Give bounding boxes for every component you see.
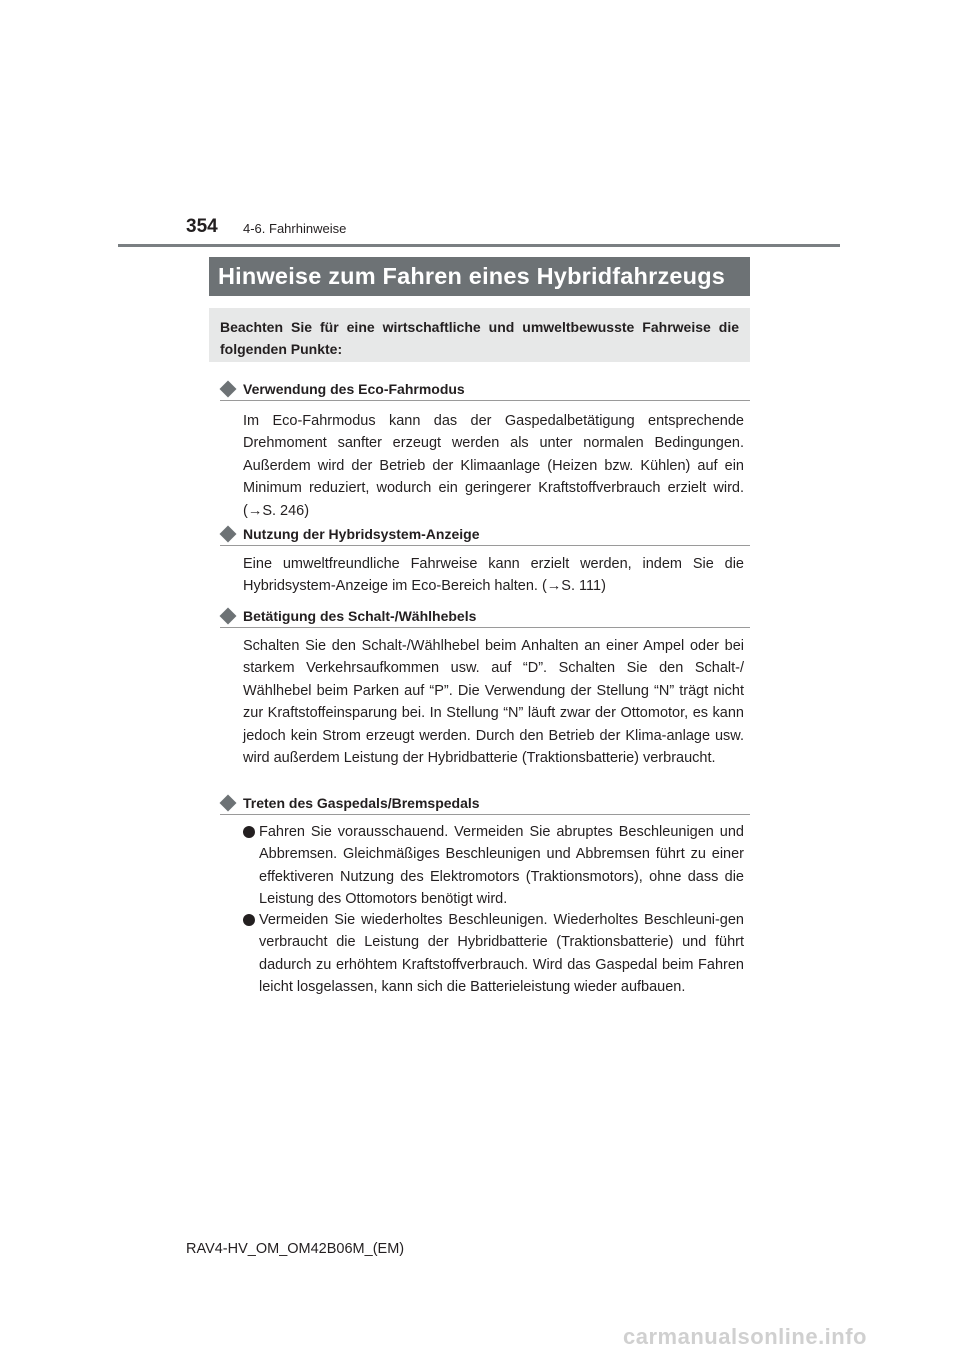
paragraph-eco-mode: Im Eco-Fahrmodus kann das der Gaspedalbetätigung entsprechende Drehmoment sanfter erzeugt werden als unter normalen Bedingungen. Außerdem wird der Betrieb der Klimaanlage (Heizen bzw. Kühlen) auf ein Minimum reduziert, wodurch ein geringerer Kraftstoffverbrauch erzielt wird. (→S. 246) bbox=[243, 413, 744, 519]
subheading-text: Verwendung des Eco-Fahrmodus bbox=[243, 381, 465, 397]
bullet-dot-icon bbox=[243, 826, 255, 838]
bullet-dot-icon bbox=[243, 914, 255, 926]
bullet-text: Fahren Sie vorausschauend. Vermeiden Sie abruptes Beschleunigen und Abbremsen. Gleichmäßiges Beschleunigen und Abbremsen führt zu einer effektiveren Nutzung des Elektromotors (Traktionsmotors), ohne dass die Leistung des Ottomotors benötigt wird. bbox=[259, 824, 744, 908]
subheading-eco-mode bbox=[220, 378, 750, 401]
footer-doc-id: RAV4-HV_OM_OM42B06M_(EM) bbox=[186, 1241, 405, 1257]
page-title: Hinweise zum Fahren eines Hybridfahrzeugs bbox=[218, 263, 726, 289]
diamond-icon bbox=[220, 381, 237, 398]
watermark: carmanualsonline.info bbox=[623, 1324, 867, 1349]
title-bar bbox=[209, 257, 750, 296]
paragraph-shift-lever: Schalten Sie den Schalt-/Wählhebel beim Anhalten an einer Ampel oder bei starkem Verkehrsaufkommen usw. auf “D”. Schalten Sie den Schalt-/ Wählhebel beim Parken auf “P”. Die Verwendung der Stellung “N” trägt nicht zur Kraftstoffeinsparung bei. In Stellung “N” läuft zwar der Ottomotor, es kann jedoch kein Strom erzeugt werden. Durch den Betrieb der Klima-anlage usw. wird außerdem Leistung der Hybridbatterie (Traktionsbatterie) verbraucht. bbox=[243, 638, 744, 767]
subheading-text: Betätigung des Schalt-/Wählhebels bbox=[243, 608, 477, 624]
bullet-item bbox=[243, 821, 744, 911]
subheading-text: Nutzung der Hybridsystem-Anzeige bbox=[243, 526, 480, 542]
subheading-pedals bbox=[220, 792, 750, 815]
intro-box: Beachten Sie für eine wirtschaftliche und umweltbewusste Fahrweise die folgenden Punkte: bbox=[209, 308, 750, 362]
section-label: 4-6. Fahrhinweise bbox=[243, 221, 347, 236]
page-number: 354 bbox=[186, 216, 218, 237]
diamond-icon bbox=[220, 608, 237, 625]
subheading-hybrid-indicator bbox=[220, 523, 750, 546]
paragraph-hybrid-indicator: Eine umweltfreundliche Fahrweise kann erzielt werden, indem Sie die Hybridsystem-Anzeige im Eco-Bereich halten. (→S. 111) bbox=[243, 556, 744, 595]
diamond-icon bbox=[220, 795, 237, 812]
subheading-shift-lever bbox=[220, 605, 750, 628]
bullet-item bbox=[243, 909, 744, 999]
bullet-text: Vermeiden Sie wiederholtes Beschleunigen. Wiederholtes Beschleuni-gen verbraucht die Leistung der Hybridbatterie (Traktionsbatterie) und führt dadurch zu erhöhtem Kraftstoffverbrauch. Wird das Gaspedal beim Fahren leicht losgelassen, kann sich die Batterieleistung wieder aufbauen. bbox=[259, 912, 744, 996]
subheading-text: Treten des Gaspedals/Bremspedals bbox=[243, 795, 480, 811]
diamond-icon bbox=[220, 526, 237, 543]
header-rule bbox=[118, 244, 840, 247]
